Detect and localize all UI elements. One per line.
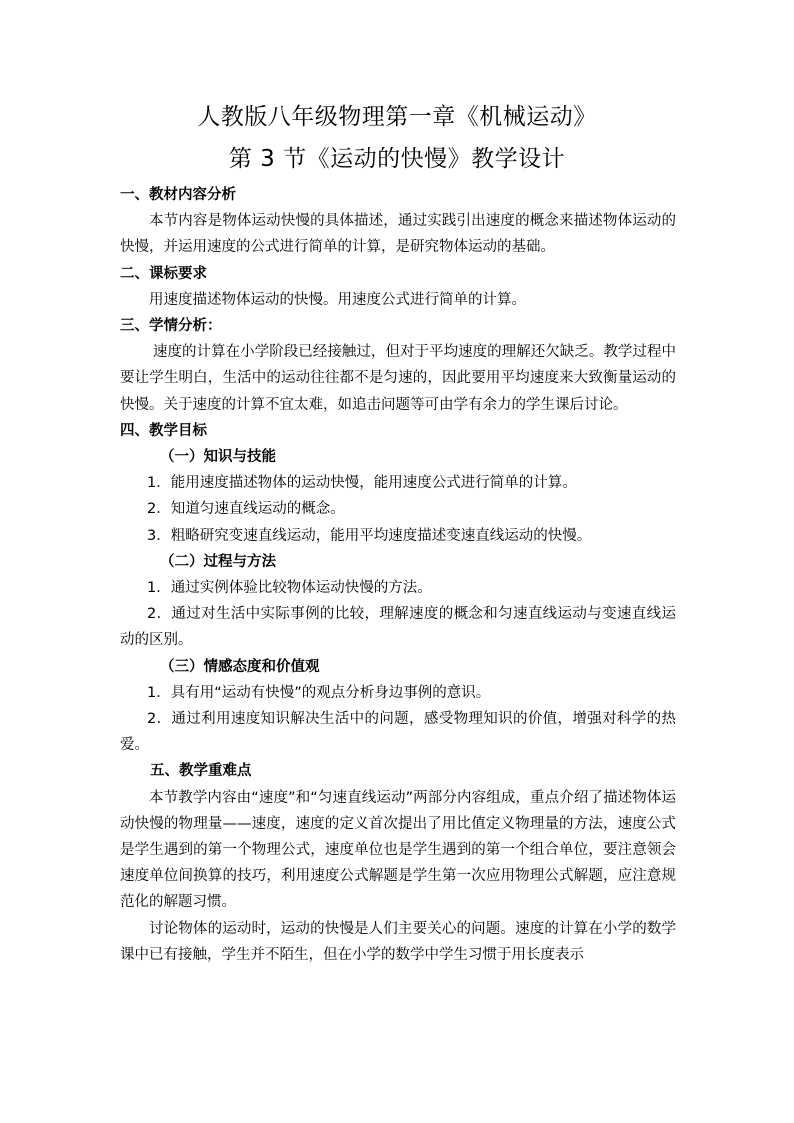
- paragraph-curriculum-requirements: 用速度描述物体运动的快慢。用速度公式进行简单的计算。: [149, 291, 526, 308]
- paragraph-student-analysis: 速度的计算在小学阶段已经接触过，但对于平均速度的理解还欠缺乏。教学过程中要让学生明白，生活中的运动往往都不是匀速的，因此要用平均速度来大致衡量运动的快慢。关于速度的计算不宜太难，如追击问题等可由学有余力的学生课后讨论。: [120, 344, 676, 413]
- section-heading-teaching-objectives: 四、教学目标: [120, 422, 207, 439]
- document-subtitle: 第 3 节《运动的快慢》教学设计: [228, 146, 566, 172]
- list-item: 1．能用速度描述物体的运动快慢，能用速度公式进行简单的计算。: [147, 475, 577, 492]
- list-item: 1．通过实例体验比较物体运动快慢的方法。: [147, 580, 432, 597]
- section-heading-curriculum-requirements: 二、课标要求: [120, 265, 207, 282]
- subheading-process-methods: （二）过程与方法: [160, 553, 276, 570]
- paragraph-key-difficulties-1: 本节教学内容由“速度”和“匀速直线运动”两部分内容组成，重点介绍了描述物体运动快慢的物理量——速度，速度的定义首次提出了用比值定义物理量的方法，速度公式是学生遇到的第一个物理公式，速度单位也是学生遇到的第一个组合单位，要注意领会速度单位间换算的技巧，利用速度公式解题是学生第一次应用物理公式解题，应注意规范化的解题习惯。: [120, 789, 676, 911]
- paragraph-material-analysis: 本节内容是物体运动快慢的具体描述，通过实践引出速度的概念来描述物体运动的快慢，并运用速度的公式进行简单的计算，是研究物体运动的基础。: [120, 213, 676, 256]
- document-title: 人教版八年级物理第一章《机械运动》: [197, 104, 597, 130]
- subheading-knowledge-skills: （一）知识与技能: [160, 449, 276, 466]
- list-item: 3．粗略研究变速直线运动，能用平均速度描述变速直线运动的快慢。: [147, 527, 592, 544]
- list-item: 2．通过对生活中实际事例的比较，理解速度的概念和匀速直线运动与变速直线运动的区别。: [120, 606, 676, 649]
- section-heading-key-difficulties: 五、教学重难点: [150, 763, 252, 780]
- list-item: 1．具有用“运动有快慢”的观点分析身边事例的意识。: [147, 684, 491, 701]
- section-heading-material-analysis: 一、教材内容分析: [120, 187, 236, 203]
- list-item: 2．知道匀速直线运动的概念。: [147, 501, 345, 518]
- paragraph-key-difficulties-2: 讨论物体的运动时，运动的快慢是人们主要关心的问题。速度的计算在小学的数学课中已有接触，学生并不陌生，但在小学的数学中学生习惯于用长度表示: [120, 920, 676, 963]
- document-body: [120, 182, 676, 968]
- subheading-attitudes-values: （三）情感态度和价值观: [160, 658, 320, 675]
- list-item: 2．通过利用速度知识解决生活中的问题，感受物理知识的价值，增强对科学的热爱。: [120, 711, 676, 754]
- section-heading-student-analysis: 三、学情分析：: [120, 318, 222, 335]
